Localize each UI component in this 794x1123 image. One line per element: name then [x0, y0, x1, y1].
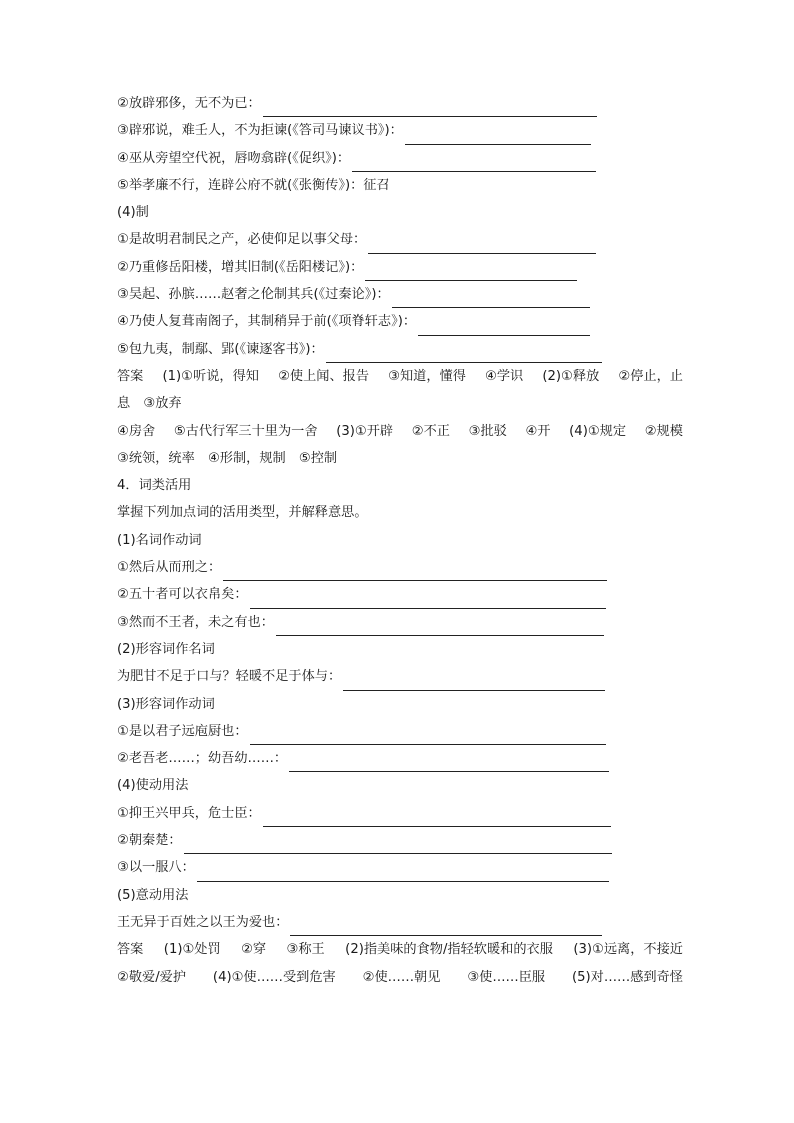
- group-heading: [117, 772, 683, 799]
- question-text: ①是以君子远庖厨也：: [117, 723, 248, 739]
- question-text: ③然而不王者，未之有也：: [117, 614, 274, 630]
- question-row: [117, 718, 683, 745]
- question-row: [117, 909, 683, 936]
- question-text: ①是故明君制民之产，必使仰足以事父母：: [117, 232, 367, 248]
- question-text: ②老吾老……；幼吾幼……：: [117, 751, 288, 767]
- answer-blank[interactable]: [368, 235, 596, 254]
- question-text: ②朝秦楚：: [117, 833, 182, 849]
- answer-blank[interactable]: [276, 617, 604, 636]
- question-row: [117, 827, 683, 854]
- instruction: [117, 499, 683, 526]
- answer-item: (2)①释放: [542, 368, 600, 384]
- question-row: [117, 308, 683, 335]
- section-title-text: 4．词类活用: [117, 478, 192, 494]
- answer-block: [117, 936, 683, 963]
- heading-text: (2)形容词作名词: [117, 641, 215, 657]
- question-row: [117, 581, 683, 608]
- answer-item: (3)①开辟: [336, 423, 394, 439]
- answer-item: ③批驳: [468, 423, 507, 439]
- answer-blank[interactable]: [392, 289, 590, 308]
- answer-item: ②停止，止: [618, 368, 683, 384]
- section-title: [117, 472, 683, 499]
- question-row: [117, 800, 683, 827]
- group-heading: [117, 691, 683, 718]
- question-text: ④乃使人复葺南阁子，其制稍异于前(《项脊轩志》)：: [117, 314, 417, 330]
- answer-item: (3)①远离，不接近: [573, 942, 683, 958]
- answer-item: ③称王: [286, 942, 325, 958]
- question-text: ①然后从而刑之：: [117, 560, 222, 576]
- question-row: [117, 145, 683, 172]
- question-text: ④巫从旁望空代祝，唇吻翕辟(《促织》)：: [117, 150, 351, 166]
- answer-blank[interactable]: [343, 672, 605, 691]
- answer-blank[interactable]: [250, 590, 606, 609]
- answer-item: ②使上闻、报告: [278, 368, 370, 384]
- answer-blank[interactable]: [197, 863, 609, 882]
- answer-blank[interactable]: [263, 98, 597, 117]
- question-row: [117, 226, 683, 253]
- answer-blank[interactable]: [405, 126, 591, 145]
- answer-item: ②敬爱/爱护: [117, 969, 187, 985]
- answer-blank[interactable]: [184, 835, 612, 854]
- question-row: [117, 336, 683, 363]
- question-row: [117, 117, 683, 144]
- document-page: [117, 90, 683, 991]
- answer-item: ②穿: [241, 942, 267, 958]
- question-row: [117, 554, 683, 581]
- answer-blank[interactable]: [263, 808, 611, 827]
- group-heading: [117, 527, 683, 554]
- answer-item: (4)①使……受到危害: [212, 969, 336, 985]
- answer-item: ③使……臣服: [467, 969, 546, 985]
- question-text: 为肥甘不足于口与？轻暖不足于体与：: [117, 669, 342, 685]
- answer-line: [117, 390, 683, 417]
- question-text: ③以一服八：: [117, 860, 195, 876]
- heading-text: (4)制: [117, 205, 149, 221]
- answer-item: ③知道，懂得: [388, 368, 466, 384]
- answer-blank[interactable]: [352, 153, 596, 172]
- answer-item: (1)①听说，得知: [162, 368, 259, 384]
- question-text: ②放辟邪侈，无不为已：: [117, 96, 261, 111]
- answer-item: (5)对……感到奇怪: [572, 969, 683, 985]
- question-text: ②五十者可以衣帛矣：: [117, 587, 248, 603]
- answer-item: (4)①规定: [569, 423, 627, 439]
- answer-blank[interactable]: [290, 917, 602, 936]
- question-row: [117, 663, 683, 690]
- answer-text: ③统领，统率 ④形制，规制 ⑤控制: [117, 450, 338, 466]
- answer-item: ④开: [525, 423, 551, 439]
- question-row: [117, 609, 683, 636]
- answer-item: ②不正: [411, 423, 450, 439]
- question-row: [117, 281, 683, 308]
- answer-item: ⑤古代行军三十里为一舍: [173, 423, 318, 439]
- answer-item: ②使……朝见: [362, 969, 441, 985]
- question-row: [117, 854, 683, 881]
- question-row: [117, 90, 683, 117]
- question-row: [117, 172, 683, 199]
- answer-text: 息 ③放弃: [117, 396, 182, 412]
- question-row: [117, 745, 683, 772]
- answer-item: ④学识: [485, 368, 524, 384]
- heading-text: (1)名词作动词: [117, 532, 202, 548]
- question-text: ③吴起、孙膑……赵奢之伦制其兵(《过秦论》)：: [117, 287, 390, 303]
- answer-blank[interactable]: [418, 317, 590, 336]
- heading-text: (4)使动用法: [117, 778, 189, 794]
- question-row: [117, 254, 683, 281]
- question-text: ⑤举孝廉不行，连辟公府不就(《张衡传》)：征召: [117, 177, 390, 193]
- group-heading: [117, 882, 683, 909]
- question-text: 王无异于百姓之以王为爱也：: [117, 914, 289, 930]
- answer-item: ②规模: [644, 423, 683, 439]
- answer-item: ④房舍: [117, 423, 156, 439]
- answer-label: 答案: [117, 368, 144, 384]
- answer-blank[interactable]: [223, 562, 607, 581]
- question-text: ①抑王兴甲兵，危士臣：: [117, 805, 261, 821]
- group-heading: [117, 636, 683, 663]
- answer-label: 答案: [117, 942, 144, 958]
- answer-line: [117, 418, 683, 445]
- heading-text: (3)形容词作动词: [117, 696, 215, 712]
- question-text: ②乃重修岳阳楼，增其旧制(《岳阳楼记》)：: [117, 259, 364, 275]
- answer-item: (1)①处罚: [163, 942, 221, 958]
- question-text: ③辟邪说，难壬人，不为拒谏(《答司马谏议书》)：: [117, 123, 403, 139]
- answer-blank[interactable]: [250, 726, 606, 745]
- answer-line: [117, 964, 683, 991]
- instruction-text: 掌握下列加点词的活用类型，并解释意思。: [117, 505, 368, 521]
- answer-line: [117, 445, 683, 472]
- section-heading: [117, 199, 683, 226]
- heading-text: (5)意动用法: [117, 887, 189, 903]
- answer-blank[interactable]: [326, 344, 602, 363]
- question-text: ⑤包九夷，制鄢、郢(《谏逐客书》)：: [117, 341, 324, 357]
- answer-block: [117, 363, 683, 390]
- answer-item: (2)指美味的食物/指轻软暖和的衣服: [345, 942, 553, 958]
- answer-blank[interactable]: [365, 262, 577, 281]
- answer-blank[interactable]: [289, 753, 609, 772]
